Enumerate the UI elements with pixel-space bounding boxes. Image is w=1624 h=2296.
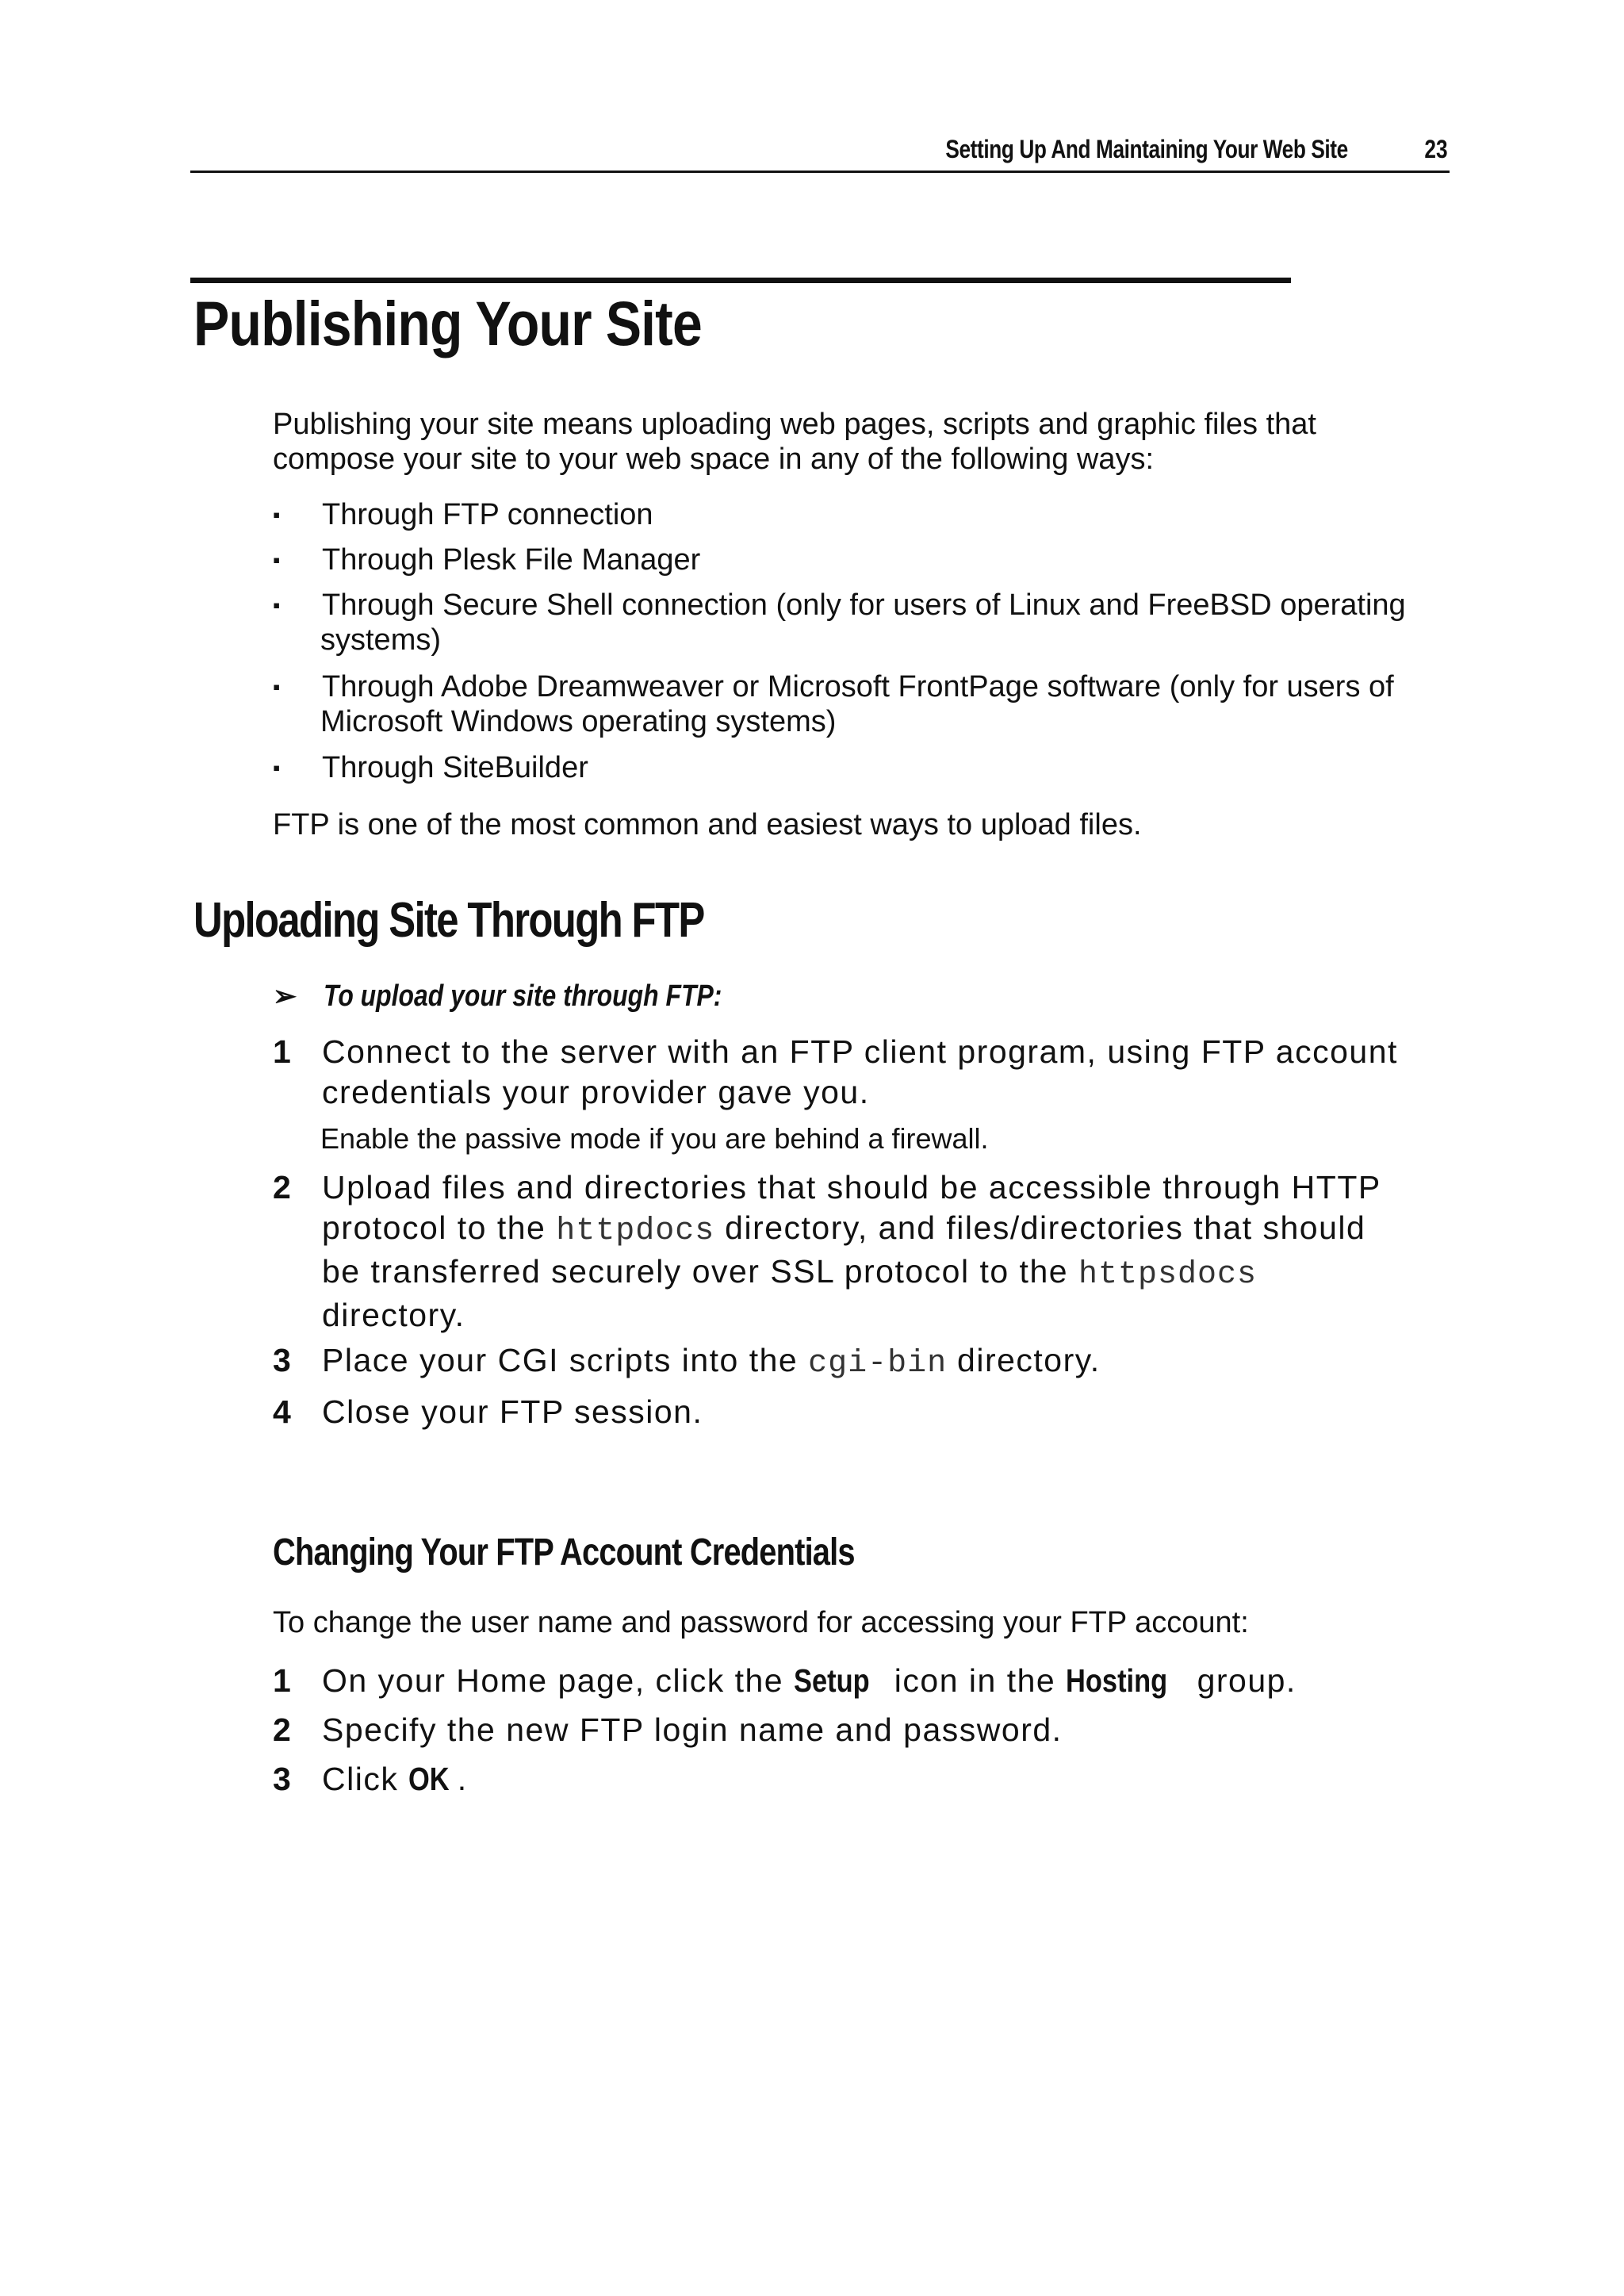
bullet-icon: ▪ [273, 756, 281, 780]
list-item: ▪ Through Secure Shell connection (only for users of Linux and FreeBSD operating systems) [273, 588, 1406, 657]
arrow-icon: ➢ [273, 979, 297, 1012]
bullet-icon: ▪ [273, 593, 281, 617]
step-1-note: Enable the passive mode if you are behind a firewall. [320, 1122, 989, 1155]
setup-label: Setup [793, 1662, 870, 1699]
cred-step-2: 2 Specify the new FTP login name and password. [273, 1711, 1063, 1748]
ftp-note: FTP is one of the most common and easiest ways to upload files. [273, 808, 1142, 841]
step-2: 2 Upload files and directories that should be accessible through HTTP protocol to the httpdocs directory, and files/directories that should be transferred securely over SSL protocol to the httpsdocs directory. [273, 1169, 1381, 1333]
list-item: ▪ Through Adobe Dreamweaver or Microsoft FrontPage software (only for users of Microsoft Windows operating systems) [273, 670, 1394, 738]
list-item: ▪ Through Plesk File Manager [273, 543, 701, 577]
list-item: ▪ Through FTP connection [273, 498, 653, 531]
page-number: 23 [1424, 135, 1448, 163]
bullet-icon: ▪ [273, 675, 281, 699]
intro-line-1: Publishing your site means uploading web pages, scripts and graphic files that [273, 408, 1316, 441]
cred-step-1: 1 On your Home page, click the Setup icon in the Hosting group. [273, 1661, 1446, 1701]
hosting-label: Hosting [1066, 1662, 1168, 1699]
title-rule [190, 278, 1291, 283]
step-1: 1 Connect to the server with an FTP client program, using FTP account credentials your provider gave you. [273, 1033, 1398, 1110]
step-3: 3 Place your CGI scripts into the cgi-bin directory. [273, 1342, 1101, 1382]
ok-label: OK [408, 1761, 450, 1797]
credentials-intro: To change the user name and password for accessing your FTP account: [273, 1606, 1249, 1639]
bullet-icon: ▪ [273, 503, 281, 527]
code-cgi-bin: cgi-bin [808, 1346, 948, 1382]
header-section-title: Setting Up And Maintaining Your Web Site [945, 135, 1348, 163]
procedure-title: ➢ To upload your site through FTP: [273, 979, 722, 1013]
cred-step-3: 3 Click OK . [273, 1759, 1446, 1800]
page-title: Publishing Your Site [193, 288, 702, 358]
bullet-icon: ▪ [273, 548, 281, 572]
list-item: ▪ Through SiteBuilder [273, 751, 588, 784]
section-heading-ftp: Uploading Site Through FTP [193, 893, 704, 948]
step-4: 4 Close your FTP session. [273, 1393, 703, 1430]
intro-line-2: compose your site to your web space in any of the following ways: [273, 443, 1155, 476]
intro-paragraph [273, 407, 1446, 477]
section-heading-credentials: Changing Your FTP Account Credentials [273, 1531, 855, 1573]
running-header [190, 135, 1450, 173]
code-httpdocs: httpdocs [556, 1213, 715, 1249]
code-httpsdocs: httpsdocs [1078, 1257, 1257, 1293]
